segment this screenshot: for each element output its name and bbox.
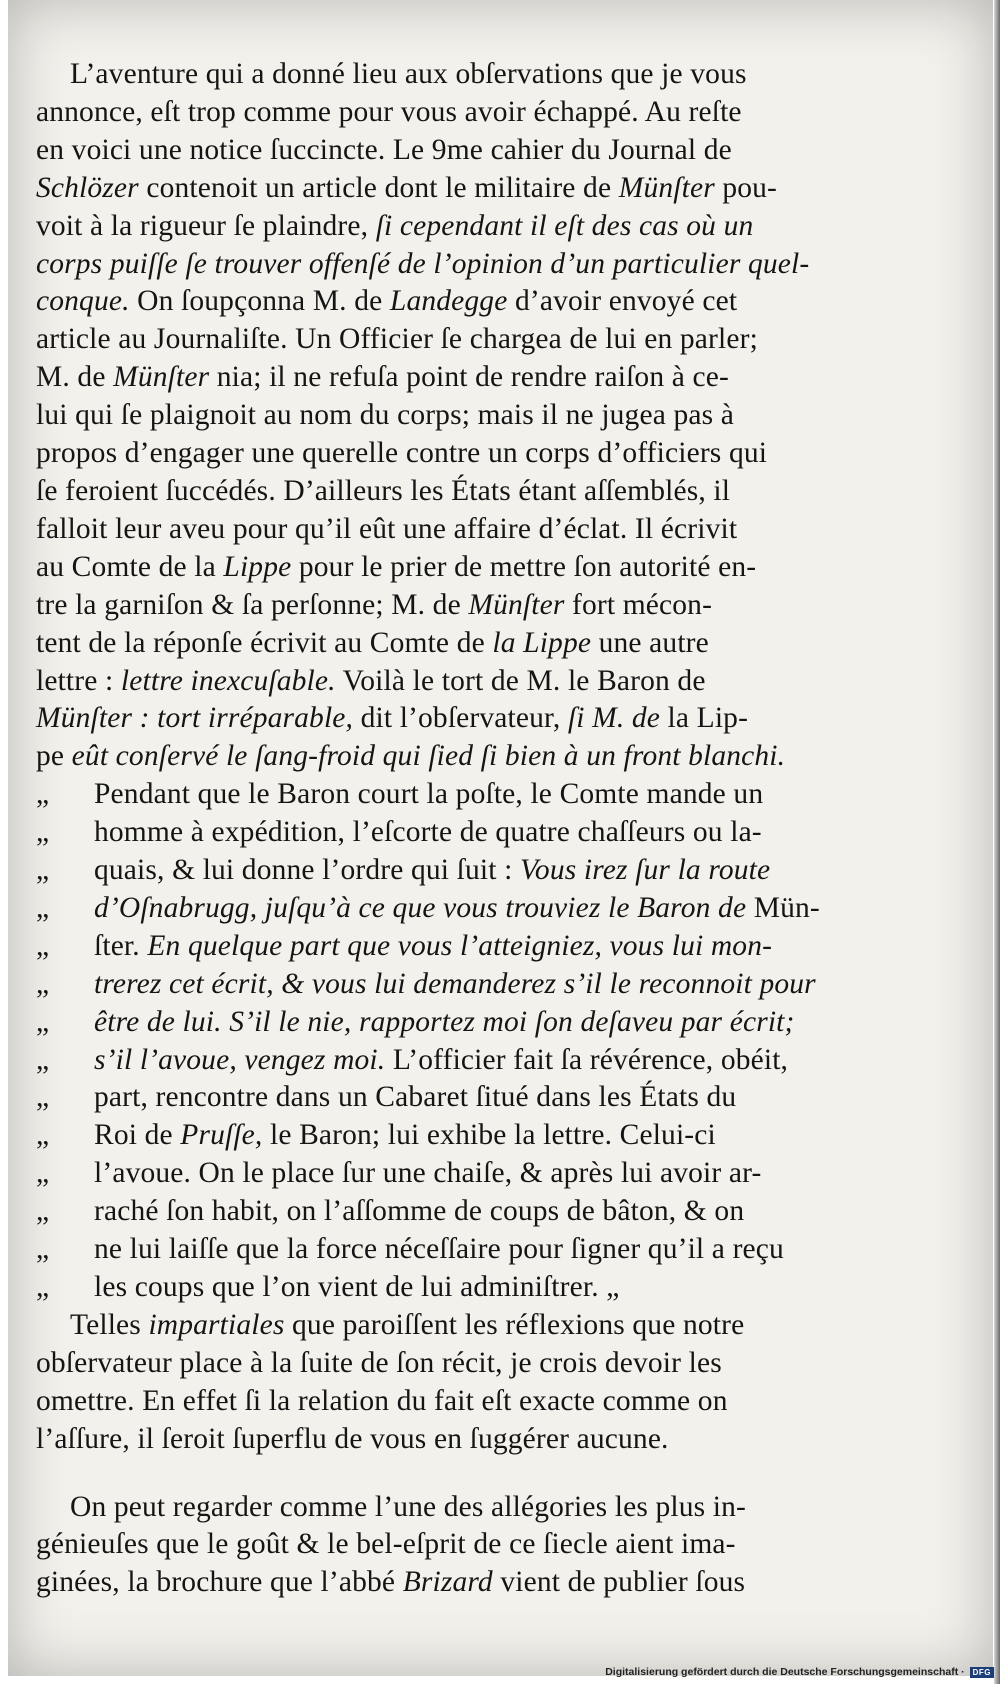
text-run: l’avoue. On le place ſur une chaiſe, & après lui avoir ar- bbox=[94, 1157, 762, 1190]
text-run: l’aſſure, il ſeroit ſuperflu de vous en ſuggérer aucune. bbox=[36, 1422, 669, 1455]
body-text bbox=[36, 56, 968, 1602]
text-line bbox=[36, 587, 968, 625]
italic-text: s’il l’avoue, vengez moi. bbox=[94, 1043, 386, 1076]
text-run: fort mécon- bbox=[564, 588, 713, 621]
quote-mark: „ bbox=[36, 1157, 50, 1190]
text-line bbox=[36, 625, 968, 663]
text-run: M. de bbox=[36, 361, 114, 394]
quote-mark: „ bbox=[36, 1005, 50, 1038]
quote-mark: „ bbox=[36, 1233, 50, 1266]
text-run: au Comte de la bbox=[36, 550, 224, 583]
text-run: pour le prier de mettre ſon autorité en- bbox=[291, 550, 757, 583]
quote-mark: „ bbox=[36, 778, 50, 811]
text-run: Telles bbox=[70, 1308, 149, 1341]
text-run: tent de la réponſe écrivit au Comte de bbox=[36, 626, 493, 659]
text-line bbox=[36, 246, 968, 284]
text-run: tre la garniſon & ſa perſonne; M. de bbox=[36, 588, 469, 621]
text-run: L’officier fait ſa révérence, obéit, bbox=[385, 1043, 789, 1076]
quote-mark: „ bbox=[36, 929, 50, 962]
text-line bbox=[36, 1155, 968, 1193]
quote-mark: „ bbox=[36, 1081, 50, 1114]
text-run: annonce, eſt trop comme pour vous avoir échappé. Au reſte bbox=[36, 95, 742, 128]
text-run: article au Journaliſte. Un Officier ſe chargea de lui en parler; bbox=[36, 323, 758, 356]
text-line bbox=[36, 852, 968, 890]
text-line bbox=[36, 397, 968, 435]
text-run: d’avoir envoyé cet bbox=[507, 285, 738, 318]
quote-mark: „ bbox=[36, 967, 50, 1000]
text-line bbox=[36, 1004, 968, 1042]
text-line bbox=[36, 776, 968, 814]
text-run: On peut regarder comme l’une des allégories les plus in- bbox=[70, 1490, 747, 1523]
text-line bbox=[36, 1307, 968, 1345]
text-line bbox=[36, 1117, 968, 1155]
italic-text: ſi cependant il eſt des cas où un bbox=[375, 209, 754, 242]
text-run: dit l’obſervateur, bbox=[353, 702, 568, 735]
quote-mark: „ bbox=[36, 1195, 50, 1228]
text-run: Roi de bbox=[94, 1119, 181, 1152]
italic-text: être de lui. S’il le nie, rapportez moi ſon deſaveu par écrit; bbox=[94, 1005, 795, 1038]
text-line bbox=[36, 549, 968, 587]
text-line bbox=[36, 700, 968, 738]
quote-mark: „ bbox=[36, 891, 50, 924]
italic-text: Landegge bbox=[389, 285, 508, 318]
text-run: vient de publier ſous bbox=[492, 1566, 746, 1599]
text-run: raché ſon habit, on l’aſſomme de coups de bâton, & on bbox=[94, 1195, 745, 1228]
italic-text: Münſter bbox=[468, 588, 565, 621]
italic-text: Brizard bbox=[402, 1566, 493, 1599]
text-run: lui qui ſe plaignoit au nom du corps; mais il ne jugea pas à bbox=[36, 399, 735, 432]
text-run: la Lip- bbox=[660, 702, 749, 735]
page-edge-shadow bbox=[994, 0, 1000, 1684]
italic-text: trerez cet écrit, & vous lui demanderez s’il le reconnoit pour bbox=[94, 967, 816, 1000]
italic-text: impartiales bbox=[148, 1308, 285, 1341]
text-line bbox=[36, 283, 968, 321]
text-line bbox=[36, 56, 968, 94]
text-run: voit à la rigueur ſe plaindre, bbox=[36, 209, 376, 242]
text-line bbox=[36, 738, 968, 776]
footer-credit bbox=[605, 1666, 994, 1678]
text-run: homme à expédition, l’eſcorte de quatre chaſſeurs ou la- bbox=[94, 816, 762, 849]
text-line bbox=[36, 1079, 968, 1117]
text-run: Voilà le tort de M. le Baron de bbox=[335, 664, 706, 697]
text-run: le Baron; lui exhibe la lettre. Celui-ci bbox=[262, 1119, 716, 1152]
text-run: en voici une notice ſuccincte. Le 9me cahier du Journal de bbox=[36, 133, 732, 166]
text-run: quais, & lui donne l’ordre qui ſuit : bbox=[94, 854, 521, 887]
quote-mark: „ bbox=[36, 854, 50, 887]
text-run: ſe feroient ſuccédés. D’ailleurs les États étant aſſemblés, il bbox=[36, 474, 731, 507]
quote-mark: „ bbox=[36, 1119, 50, 1152]
text-run: Mün- bbox=[746, 891, 820, 924]
italic-text: Münſter bbox=[618, 171, 715, 204]
text-line bbox=[36, 1042, 968, 1080]
text-run: nia; il ne refuſa point de rendre raiſon à ce- bbox=[209, 361, 729, 394]
italic-text: Münſter : tort irréparable, bbox=[36, 702, 354, 735]
text-line bbox=[36, 511, 968, 549]
text-line bbox=[36, 1383, 968, 1421]
text-run: pe bbox=[36, 740, 72, 773]
text-run: On ſoupçonna M. de bbox=[129, 285, 390, 318]
text-run: obſervateur place à la ſuite de ſon récit, je crois devoir les bbox=[36, 1346, 722, 1379]
text-run: Pendant que le Baron court la poſte, le Comte mande un bbox=[94, 778, 764, 811]
quote-mark: „ bbox=[36, 816, 50, 849]
text-line bbox=[36, 1526, 968, 1564]
text-run: L’aventure qui a donné lieu aux obſervations que je vous bbox=[70, 58, 747, 90]
text-line bbox=[36, 435, 968, 473]
text-run: les coups que l’on vient de lui adminiſtrer. „ bbox=[94, 1271, 620, 1303]
text-line bbox=[36, 473, 968, 511]
quote-mark: „ bbox=[36, 1043, 50, 1076]
text-line bbox=[36, 94, 968, 132]
text-line bbox=[36, 1489, 968, 1527]
italic-text: Münſter bbox=[113, 361, 210, 394]
text-line bbox=[36, 321, 968, 359]
italic-text: lettre inexcuſable. bbox=[120, 664, 336, 697]
italic-text: ſi M. de bbox=[567, 702, 661, 735]
text-run: génieuſes que le goût & le bel-eſprit de ce ſiecle aient ima- bbox=[36, 1528, 736, 1561]
text-line bbox=[36, 1269, 968, 1307]
text-line bbox=[36, 663, 968, 701]
text-line bbox=[36, 1345, 968, 1383]
italic-text: d’Oſnabrugg, juſqu’à ce que vous trouviez le Baron de bbox=[94, 891, 747, 924]
text-run: omettre. En effet ſi la relation du fait eſt exacte comme on bbox=[36, 1384, 728, 1417]
quote-mark: „ bbox=[36, 1271, 50, 1303]
text-line bbox=[36, 814, 968, 852]
text-run: part, rencontre dans un Cabaret ſitué dans les États du bbox=[94, 1081, 737, 1114]
text-line bbox=[36, 928, 968, 966]
italic-text: la Lippe bbox=[492, 626, 592, 659]
text-run: ſter. bbox=[94, 929, 148, 962]
text-line bbox=[36, 170, 968, 208]
text-run: pou- bbox=[714, 171, 778, 204]
text-run: falloit leur aveu pour qu’il eût une affaire d’éclat. Il écrivit bbox=[36, 512, 738, 545]
text-line bbox=[36, 359, 968, 397]
italic-text: Pruſſe, bbox=[180, 1119, 263, 1152]
text-run: propos d’engager une querelle contre un corps d’officiers qui bbox=[36, 437, 768, 470]
italic-text: eût conſervé le ſang-froid qui ſied ſi bien à un front blanchi. bbox=[71, 740, 786, 773]
text-run: ne lui laiſſe que la force néceſſaire pour ſigner qu’il a reçu bbox=[94, 1233, 784, 1266]
funding-credit: Digitalisierung gefördert durch die Deutsche Forschungsgemeinschaft · bbox=[605, 1666, 965, 1678]
italic-text: En quelque part que vous l’atteigniez, vous lui mon- bbox=[147, 929, 773, 962]
text-run: contenoit un article dont le militaire de bbox=[138, 171, 619, 204]
dfg-logo: DFG bbox=[970, 1667, 994, 1678]
text-line bbox=[36, 208, 968, 246]
italic-text: conque. bbox=[36, 285, 130, 318]
text-run: lettre : bbox=[36, 664, 121, 697]
italic-text: Schlözer bbox=[36, 171, 139, 204]
text-run: que paroiſſent les réflexions que notre bbox=[284, 1308, 745, 1341]
italic-text: Lippe bbox=[223, 550, 292, 583]
text-line bbox=[36, 1231, 968, 1269]
text-line bbox=[36, 1564, 968, 1602]
text-line bbox=[36, 132, 968, 170]
text-line bbox=[36, 890, 968, 928]
text-line bbox=[36, 966, 968, 1004]
italic-text: corps puiſſe ſe trouver offenſé de l’opinion d’un particulier quel- bbox=[36, 247, 810, 280]
text-run: une autre bbox=[591, 626, 709, 659]
text-line bbox=[36, 1193, 968, 1231]
italic-text: Vous irez ſur la route bbox=[520, 854, 771, 887]
text-run: ginées, la brochure que l’abbé bbox=[36, 1566, 403, 1599]
text-line bbox=[36, 1421, 968, 1459]
